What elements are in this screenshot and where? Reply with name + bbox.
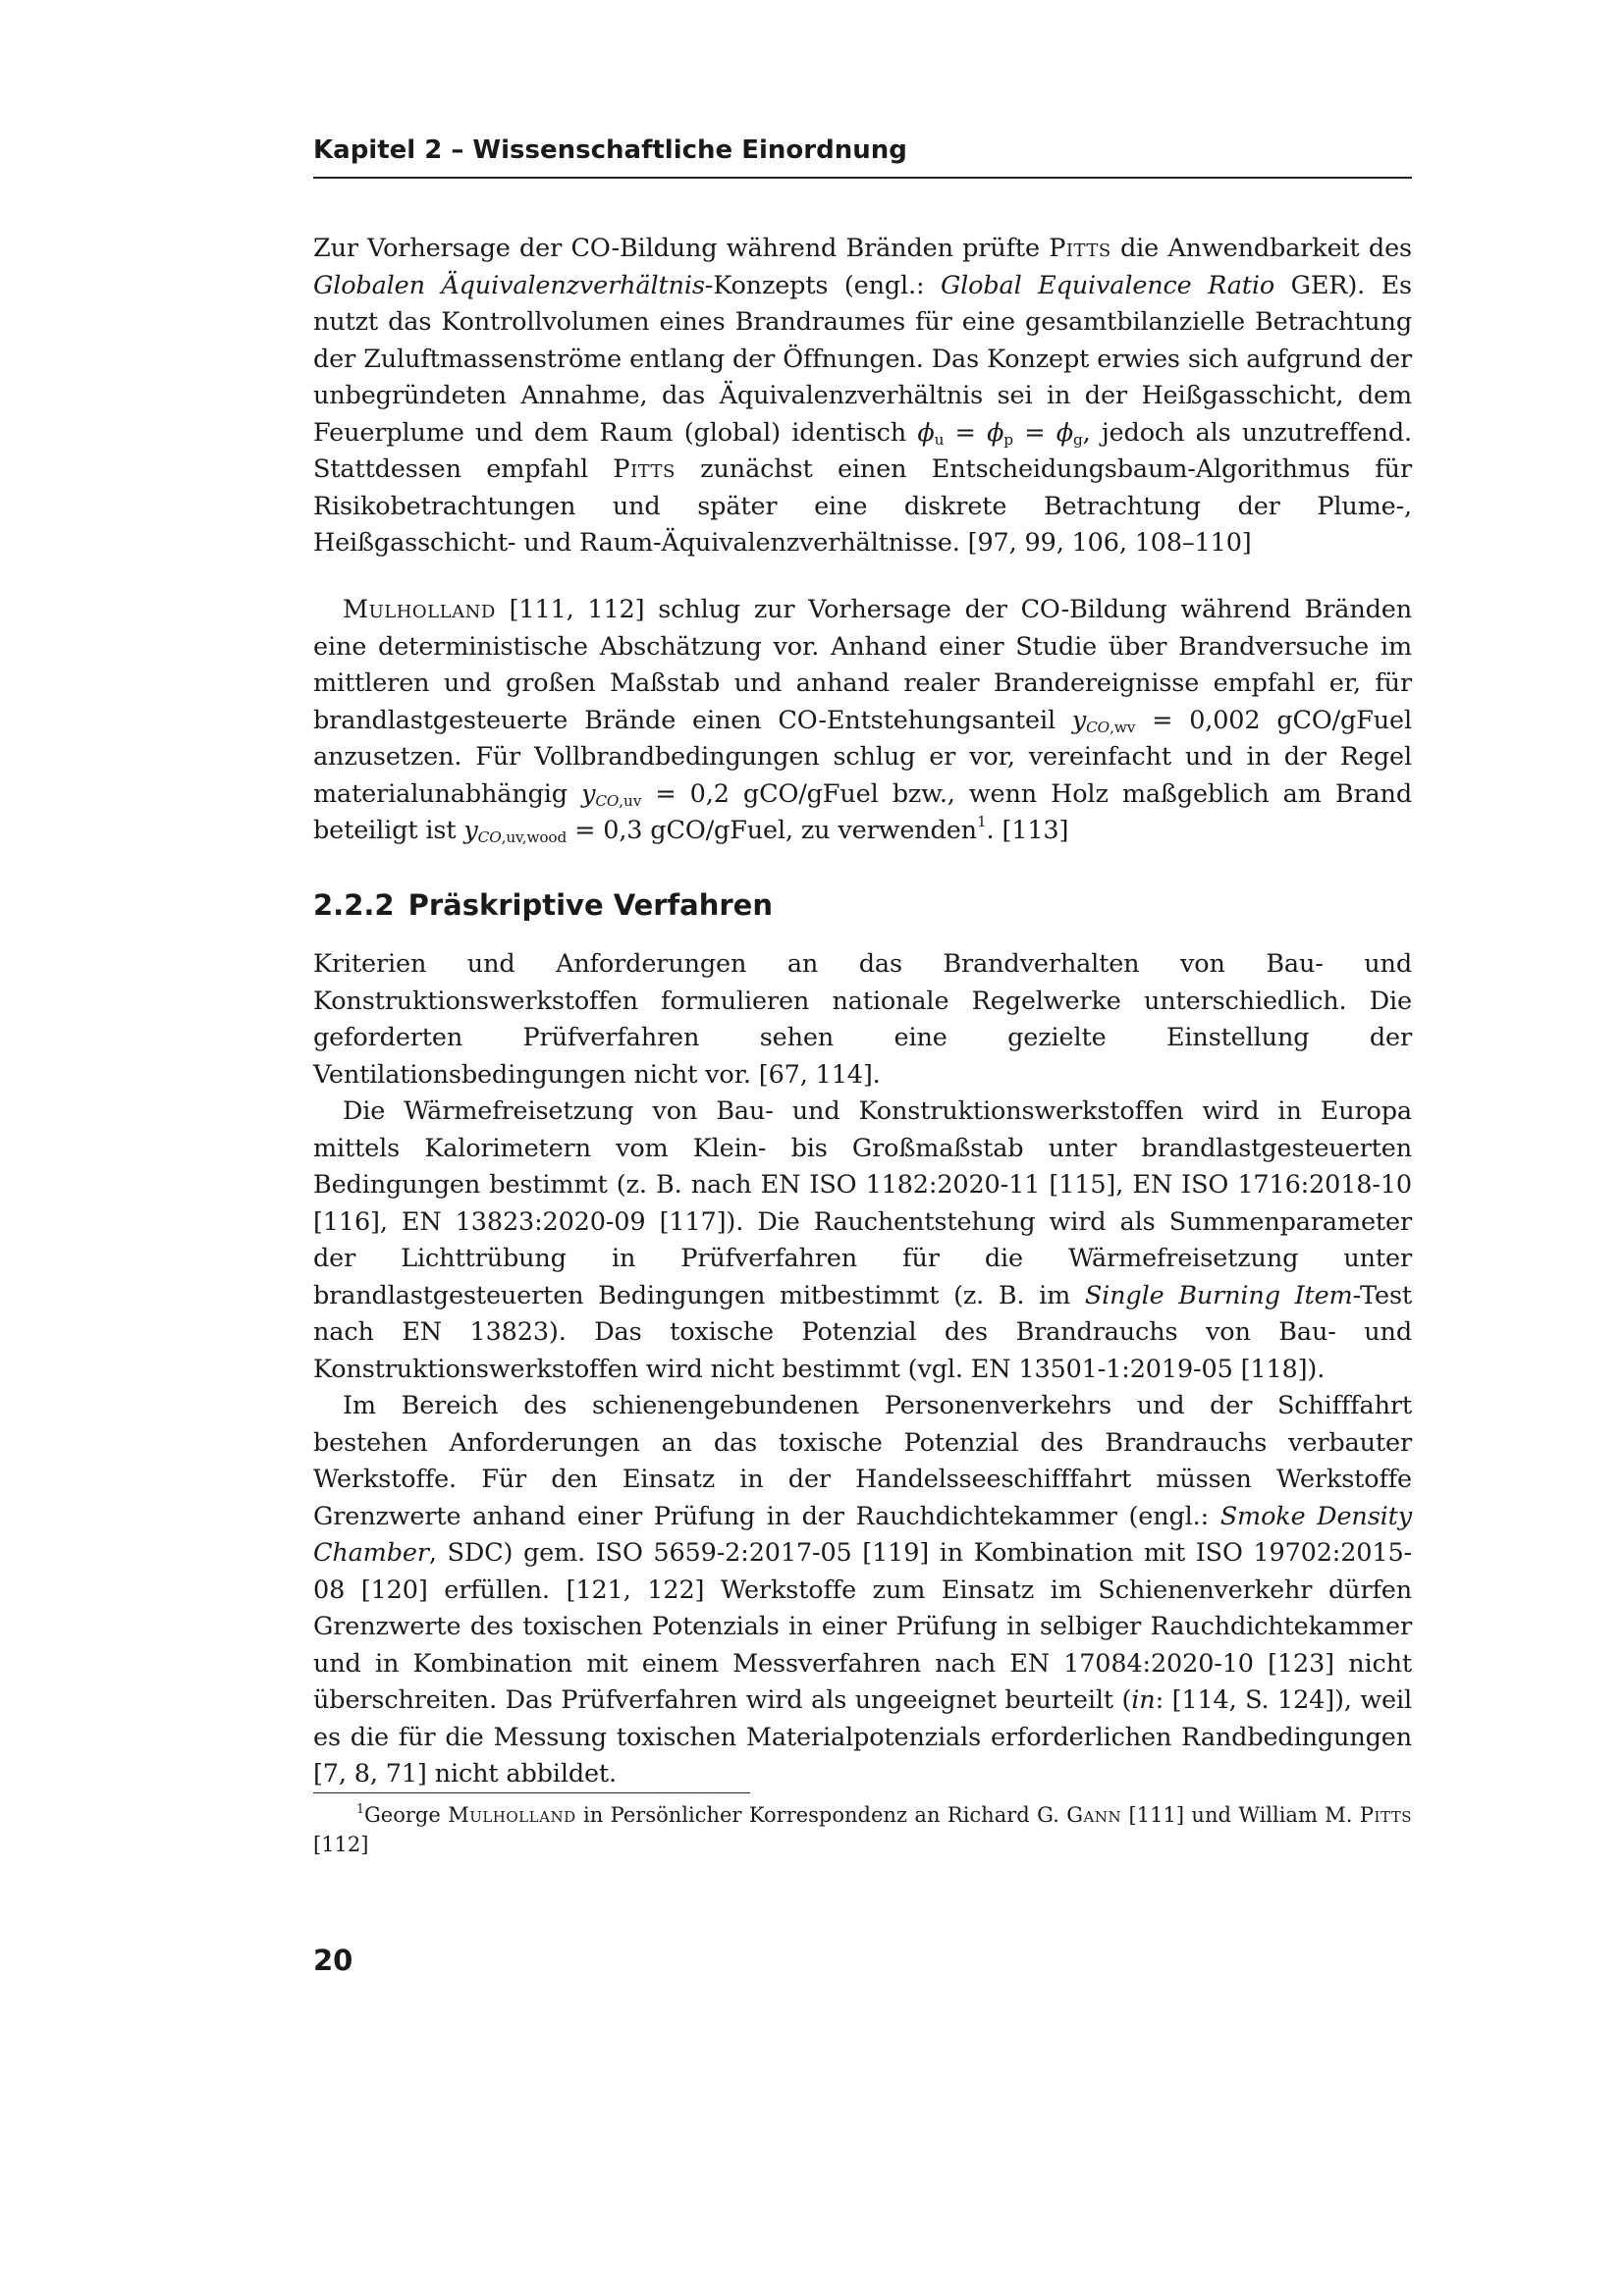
author-name: Pitts bbox=[1049, 234, 1111, 263]
section-body bbox=[313, 946, 1412, 1793]
footnote-divider bbox=[313, 1792, 750, 1793]
paragraph-rail-ship: Im Bereich des schienengebundenen Personenverkehrs und der Schifffahrt bestehen Anforderungen an das toxische Potenzial des Brandrauchs verbauter Werkstoffe. Für den Einsatz in der Handelsseeschifffahrt müssen Werkstoffe Grenzwerte anhand einer Prüfung in der Rauchdichtekammer (engl.: Smoke Density Chamber, SDC) gem. ISO 5659-2:2017-05 [119] in Kombination mit ISO 19702:2015-08 [120] erfüllen. [121, 122] Werkstoffe zum Einsatz im Schienenverkehr dürfen Grenzwerte des toxischen Potenzials in einer Prüfung in selbiger Rauchdichtekammer und in Kombination mit einem Messverfahren nach EN 17084:2020-10 [123] nicht überschreiten. Das Prüfverfahren wird als ungeeignet beurteilt (in: [114, S. 124]), weil es die für die Messung toxischen Materialpotenzials erforderlichen Randbedingungen [7, 8, 71] nicht abbildet. bbox=[313, 1391, 1413, 1789]
chapter-header: Kapitel 2 – Wissenschaftliche Einordnung bbox=[313, 133, 1412, 179]
author-name: Pitts bbox=[613, 454, 676, 484]
section-title: Präskriptive Verfahren bbox=[407, 888, 773, 922]
author-name: Mulholland bbox=[343, 595, 496, 624]
math-phi: ϕ bbox=[987, 417, 1004, 448]
math-phi: ϕ bbox=[1056, 417, 1073, 448]
page-number: 20 bbox=[313, 1944, 353, 1977]
paragraph-regulations: Kriterien und Anforderungen an das Brandverhalten von Bau- und Konstruktionswerkstoffen formulieren nationale Regelwerke unterschiedlich. Die geforderten Prüfverfahren sehen eine gezielte Einstellung der Ventilationsbedingungen nicht vor. [67, 114]. bbox=[313, 949, 1412, 1090]
footnote-marker[interactable]: 1 bbox=[976, 813, 987, 830]
section-number: 2.2.2 bbox=[313, 888, 395, 922]
footnote-number: 1 bbox=[356, 1801, 365, 1816]
paragraph-heat-release: Die Wärmefreisetzung von Bau- und Konstruktionswerkstoffen wird in Europa mittels Kalorimetern vom Klein- bis Großmaßstab unter brandlastgesteuerten Bedingungen bestimmt (z. B. nach EN ISO 1182:2020-11 [115], EN ISO 1716:2018-10 [116], EN 13823:2020-09 [117]). Die Rauchentstehung wird als Summenparameter der Lichttrübung in Prüfverfahren für die Wärmefreisetzung unter brandlastgesteuerten Bedingungen mitbestimmt (z. B. im Single Burning Item-Test nach EN 13823). Das toxische Potenzial des Brandrauchs von Bau- und Konstruktionswerkstoffen wird nicht bestimmt (vgl. EN 13501-1:2019-05 [118]). bbox=[313, 1096, 1412, 1384]
math-phi: ϕ bbox=[917, 417, 935, 448]
footnote: $^1$George Mulholland in Persönlicher Korrespondenz an Richard G. Gann [111] und William M. Pitts [112] bbox=[313, 1801, 1413, 1856]
paragraph-mulholland: Mulholland [111, 112] schlug zur Vorhersage der CO-Bildung während Bränden eine deterministische Abschätzung vor. Anhand einer Studie über Brandversuche im mittleren und großen Maßstab und anhand realer Brandereignisse empfahl er, für brandlastgesteuerte Brände einen CO-Entstehungsanteil $y_{CO,wv} = 0,002$ gCO/gFuel anzusetzen. Für Vollbrandbedingungen schlug er vor, vereinfacht und in der Regel materialunabhängig $y_{CO,uv} = 0,2$ gCO/gFuel bzw., wenn Holz maßgeblich am Brand beteiligt ist $y_{CO,uv,wood} = 0,3$ gCO/gFuel, zu verwenden$^1$. [113] bbox=[313, 595, 1412, 846]
paragraph-ger-concept: Zur Vorhersage der CO-Bildung während Bränden prüfte Pitts die Anwendbarkeit des Globalen Äquivalenzverhältnis-Konzepts (engl.: Global Equivalence Ratio GER). Es nutzt das Kontrollvolumen eines Brandraumes für eine gesamtbilanzielle Betrachtung der Zuluftmassenströme entlang der Öffnungen. Das Konzept erwies sich aufgrund der unbegründeten Annahme, das Äquivalenzverhältnis sei in der Heißgasschicht, dem Feuerplume und dem Raum (global) identisch $\phi_u = \phi_p = \phi_g$, jedoch als unzutreffend. Stattdessen empfahl Pitts zunächst einen Entscheidungsbaum-Algorithmus für Risikobetrachtungen und später eine diskrete Betrachtung der Plume-, Heißgasschicht- und Raum-Äquivalenzverhältnisse. [97, 99, 106, 108–110] bbox=[313, 234, 1412, 558]
section-heading bbox=[313, 888, 786, 922]
